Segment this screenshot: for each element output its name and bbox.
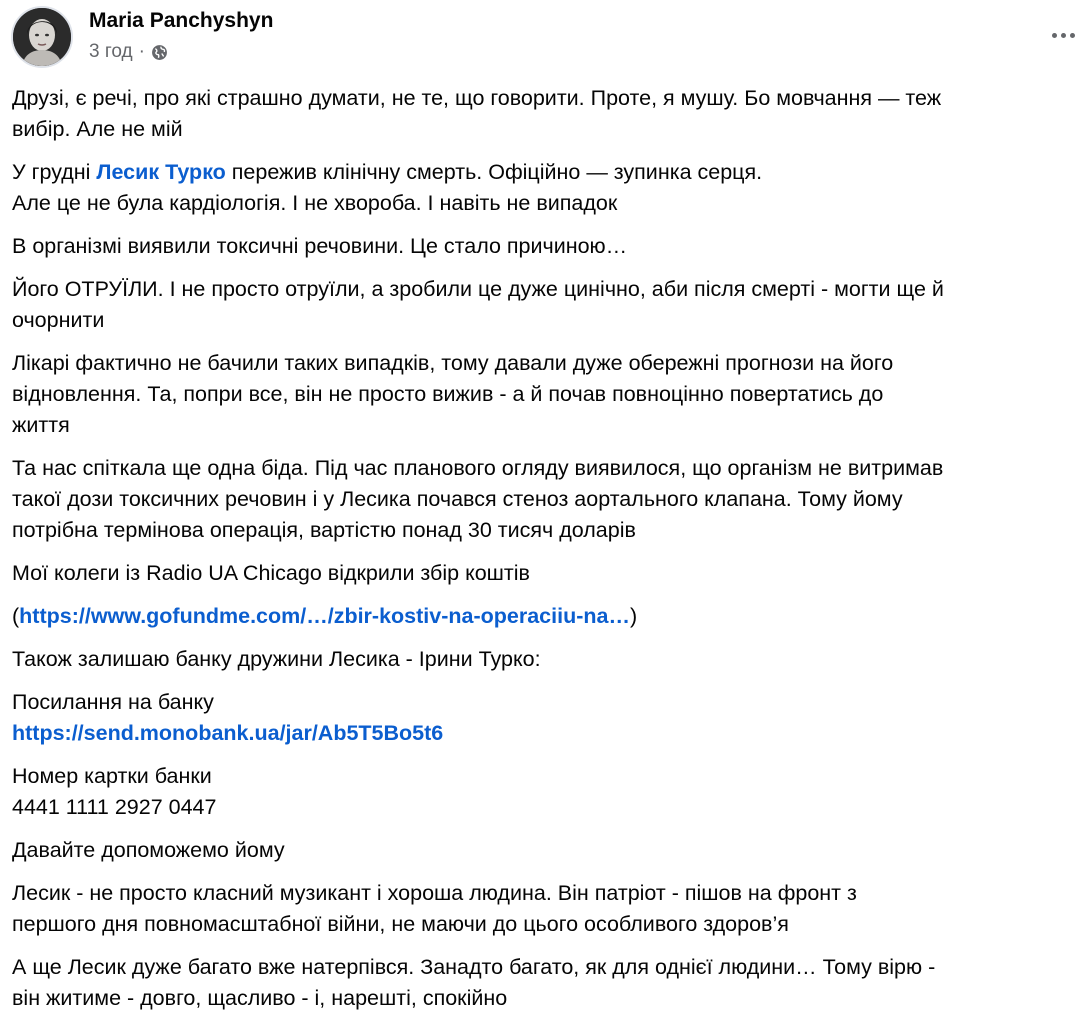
mention-lesyk-turko[interactable]: Лесик Турко bbox=[96, 160, 226, 184]
globe-icon[interactable] bbox=[151, 44, 168, 61]
paragraph-1: Друзі, є речі, про які страшно думати, не те, що говорити. Проте, я мушу. Бо мовчання — теж вибір. Але не мій bbox=[12, 86, 942, 141]
paragraph-13: Лесик - не просто класний музикант і хороша людина. Він патріот - пішов на фронт з першого дня повномасштабної війни, не маючи до цього особливого здоров’я bbox=[12, 881, 857, 936]
paragraph-14: А ще Лесик дуже багато вже натерпівся. Занадто багато, як для однієї людини… Тому вірю - він житиме - довго, щасливо - і, нарешті, спокійно bbox=[12, 955, 936, 1010]
author-avatar[interactable] bbox=[11, 6, 73, 68]
post-body bbox=[12, 83, 1086, 1026]
post-header bbox=[0, 0, 1086, 80]
post-meta bbox=[89, 41, 168, 63]
paragraph-5: Лікарі фактично не бачили таких випадків, тому давали дуже обережні прогнози на його відновлення. Та, попри все, він не просто вижив - а й почав повноцінно повертатись до життя bbox=[12, 351, 894, 437]
paragraph-4: Його ОТРУЇЛИ. І не просто отруїли, а зробили це дуже цинічно, аби після смерті - могти ще й очорнити bbox=[12, 277, 944, 332]
avatar-portrait-icon bbox=[13, 8, 71, 66]
paragraph-12: Давайте допоможемо йому bbox=[12, 838, 285, 862]
author-name[interactable]: Maria Panchyshyn bbox=[89, 9, 274, 32]
paragraph-8: (https://www.gofundme.com/…/zbir-kostiv-na-operaciiu-na…) bbox=[12, 604, 638, 628]
monobank-link[interactable]: https://send.monobank.ua/jar/Ab5T5Bo5t6 bbox=[12, 721, 444, 745]
post-timestamp[interactable]: 3 год bbox=[89, 41, 133, 62]
paragraph-10: Посилання на банку https://send.monobank.ua/jar/Ab5T5Bo5t6 bbox=[12, 690, 444, 745]
more-options-icon[interactable] bbox=[1045, 20, 1081, 50]
paragraph-3: В організмі виявили токсичні речовини. Це стало причиною… bbox=[12, 234, 628, 258]
paragraph-11: Номер картки банки 4441 1111 2927 0447 bbox=[12, 764, 217, 819]
paragraph-9: Також залишаю банку дружини Лесика - Ірини Турко: bbox=[12, 647, 541, 671]
gofundme-link[interactable]: https://www.gofundme.com/…/zbir-kostiv-na-operaciiu-na… bbox=[19, 604, 630, 628]
paragraph-7: Мої колеги із Radio UA Chicago відкрили збір коштів bbox=[12, 561, 530, 585]
meta-separator: · bbox=[138, 41, 145, 62]
card-number: 4441 1111 2927 0447 bbox=[12, 795, 217, 819]
paragraph-2: У грудні Лесик Турко пережив клінічну смерть. Офіційно — зупинка серця. Але це не була кардіологія. І не хвороба. І навіть не випадок bbox=[12, 160, 763, 215]
paragraph-6: Та нас спіткала ще одна біда. Під час планового огляду виявилося, що організм не витримав такої дози токсичних речовин і у Лесика почався стеноз аортального клапана. Тому йому потрібна термінова операція, вартістю понад 30 тисяч доларів bbox=[12, 456, 944, 542]
